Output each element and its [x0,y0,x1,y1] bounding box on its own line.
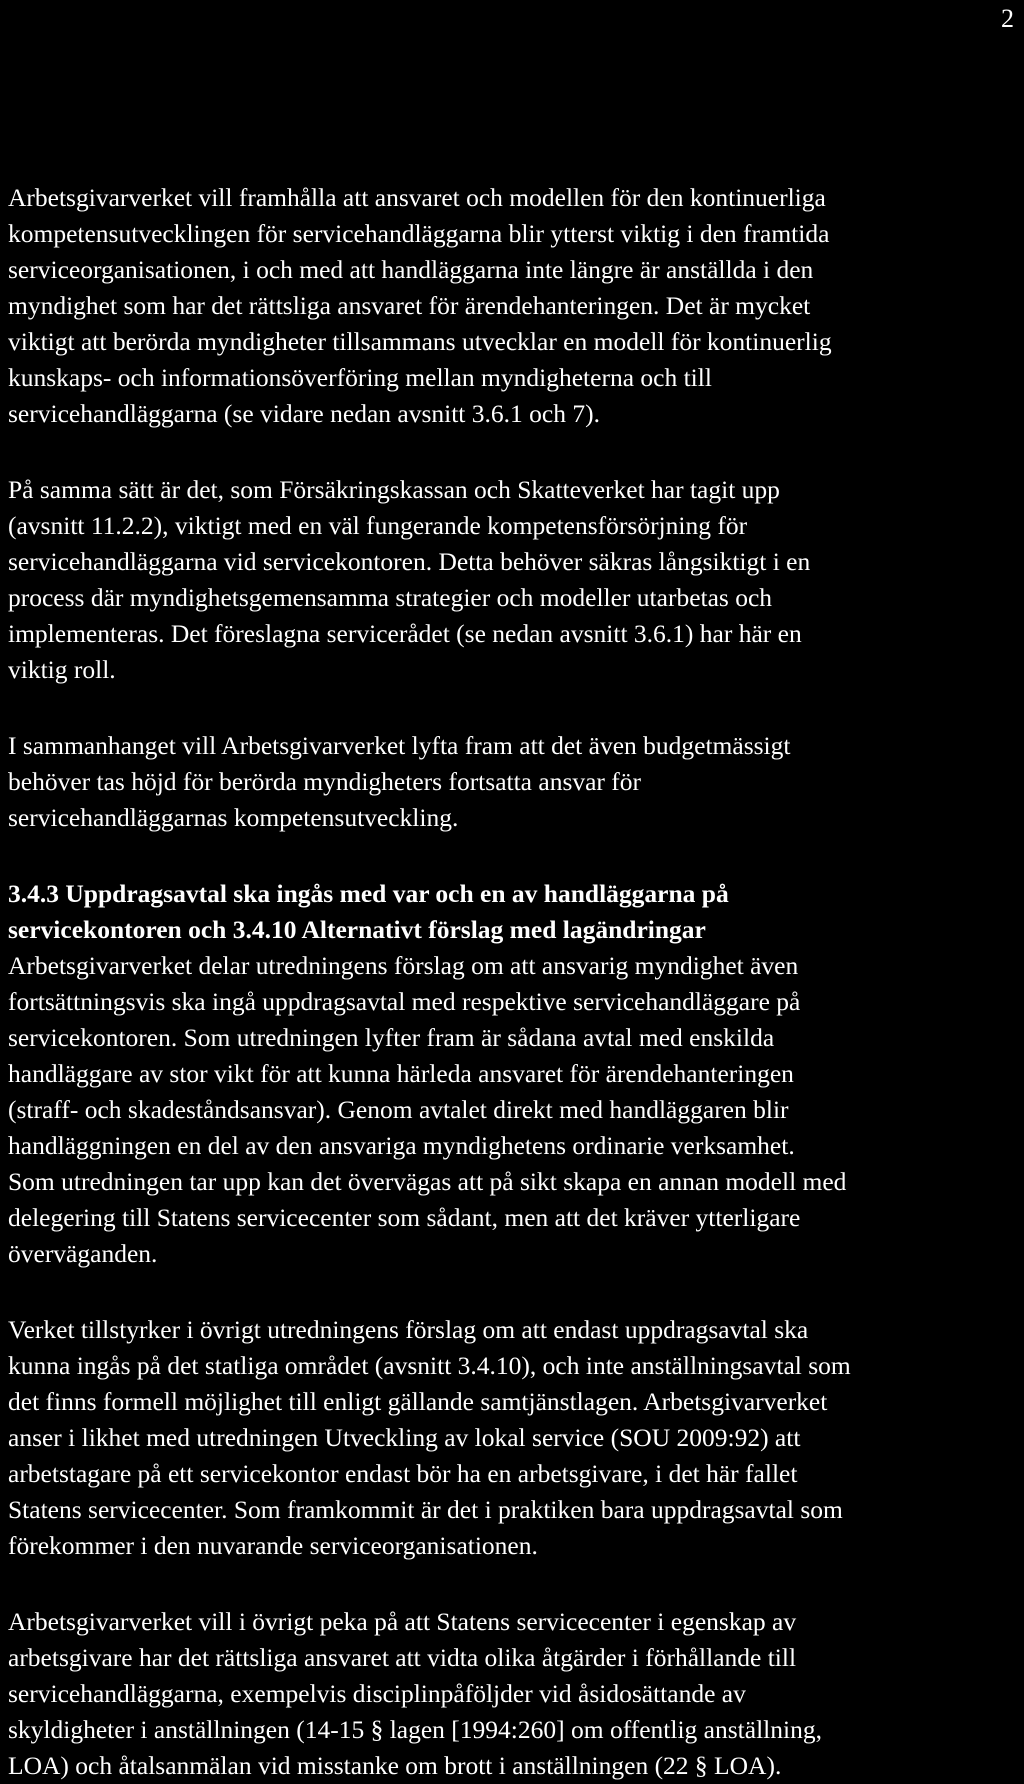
document-body [8,180,1008,1784]
paragraph-employer-responsibility [8,1604,1008,1784]
text-line: fortsättningsvis ska ingå uppdragsavtal med respektive servicehandläggare på [8,987,801,1016]
text-line: servicehandläggarna vid servicekontoren. Detta behöver säkras långsiktigt i en [8,547,811,576]
text-line: servicehandläggarna (se vidare nedan avsnitt 3.6.1 och 7). [8,399,600,428]
text-line: servicehandläggarnas kompetensutveckling. [8,803,459,832]
text-line: handläggare av stor vikt för att kunna härleda ansvaret för ärendehanteringen [8,1059,794,1088]
text-line: I sammanhanget vill Arbetsgivarverket lyfta fram att det även budgetmässigt [8,731,791,760]
text-line: Verket tillstyrker i övrigt utredningens förslag om att endast uppdragsavtal ska [8,1315,809,1344]
text-line: kompetensutvecklingen för servicehandläggarna blir ytterst viktig i den framtida [8,219,830,248]
page-number: 2 [1001,4,1014,33]
text-line: På samma sätt är det, som Försäkringskassan och Skatteverket har tagit upp [8,475,780,504]
text-line: förekommer i den nuvarande serviceorganisationen. [8,1531,538,1560]
paragraph-competence-development [8,180,1008,432]
text-line: viktigt att berörda myndigheter tillsammans utvecklar en modell för kontinuerlig [8,327,832,356]
text-line: delegering till Statens servicecenter som sådant, men att det kräver ytterligare [8,1203,801,1232]
text-line: Som utredningen tar upp kan det övervägas att på sikt skapa en annan modell med [8,1167,847,1196]
text-line: kunna ingås på det statliga området (avsnitt 3.4.10), och inte anställningsavtal som [8,1351,851,1380]
text-line: överväganden. [8,1239,158,1268]
text-line: skyldigheter i anställningen (14-15 § lagen [1994:260] om offentlig anställning, [8,1715,822,1744]
section-heading [8,876,1008,948]
paragraph-assignment-agreements [8,948,1008,1272]
text-line: Arbetsgivarverket vill framhålla att ansvaret och modellen för den kontinuerliga [8,183,826,212]
text-line: servicekontoren. Som utredningen lyfter fram är sådana avtal med enskilda [8,1023,775,1052]
text-line: det finns formell möjlighet till enligt gällande samtjänstlagen. Arbetsgivarverket [8,1387,828,1416]
text-line: handläggningen en del av den ansvariga myndighetens ordinarie verksamhet. [8,1131,795,1160]
paragraph-budget [8,728,1008,836]
text-line: Statens servicecenter. Som framkommit är det i praktiken bara uppdragsavtal som [8,1495,843,1524]
text-line: servicehandläggarna, exempelvis disciplinpåföljder vid åsidosättande av [8,1679,746,1708]
paragraph-competence-supply [8,472,1008,688]
text-line: implementeras. Det föreslagna servicerådet (se nedan avsnitt 3.6.1) har här en [8,619,802,648]
text-line: anser i likhet med utredningen Utveckling av lokal service (SOU 2009:92) att [8,1423,801,1452]
text-line: arbetstagare på ett servicekontor endast bör ha en arbetsgivare, i det här fallet [8,1459,798,1488]
text-line: (avsnitt 11.2.2), viktigt med en väl fungerande kompetensförsörjning för [8,511,748,540]
text-line: myndighet som har det rättsliga ansvaret för ärendehanteringen. Det är mycket [8,291,811,320]
text-line: process där myndighetsgemensamma strategier och modeller utarbetas och [8,583,773,612]
heading-line: 3.4.3 Uppdragsavtal ska ingås med var och en av handläggarna på [8,879,729,908]
text-line: kunskaps- och informationsöverföring mellan myndigheterna och till [8,363,712,392]
text-line: Arbetsgivarverket vill i övrigt peka på att Statens servicecenter i egenskap av [8,1607,797,1636]
text-line: Arbetsgivarverket delar utredningens förslag om att ansvarig myndighet även [8,951,799,980]
text-line: LOA) och åtalsanmälan vid misstanke om brott i anställningen (22 § LOA). [8,1751,782,1780]
text-line: behöver tas höjd för berörda myndigheters fortsatta ansvar för [8,767,642,796]
heading-line: servicekontoren och 3.4.10 Alternativt förslag med lagändringar [8,915,706,944]
text-line: viktig roll. [8,655,116,684]
text-line: arbetsgivare har det rättsliga ansvaret att vidta olika åtgärder i förhållande till [8,1643,797,1672]
paragraph-endorsement [8,1312,1008,1564]
text-line: serviceorganisationen, i och med att handläggarna inte längre är anställda i den [8,255,814,284]
text-line: (straff- och skadeståndsansvar). Genom avtalet direkt med handläggaren blir [8,1095,789,1124]
